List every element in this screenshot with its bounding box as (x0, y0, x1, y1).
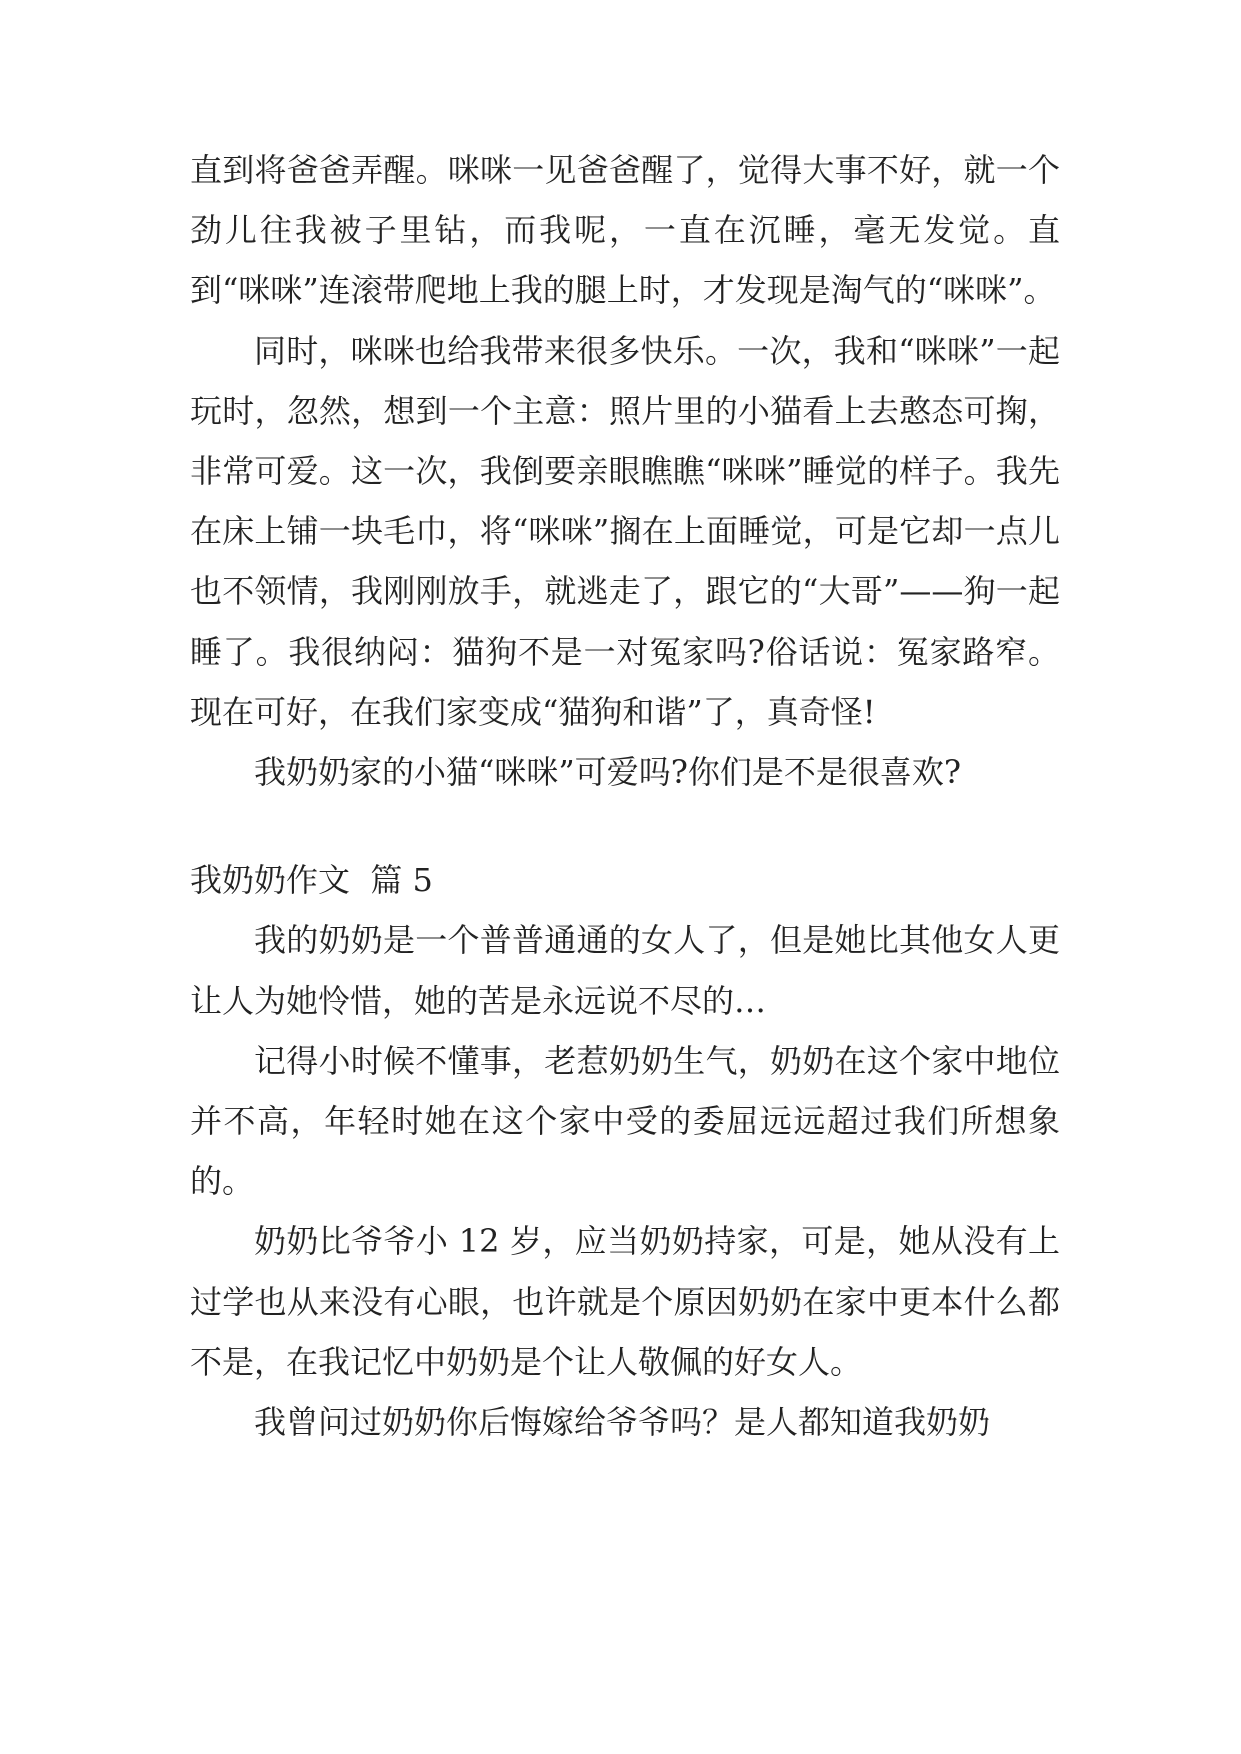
paragraph-grandma-age: 奶奶比爷爷小 12 岁，应当奶奶持家，可是，她从没有上过学也从来没有心眼，也许就是个原因奶奶在家中更本什么都不是，在我记忆中奶奶是个让人敬佩的好女人。 (190, 1222, 1060, 1381)
section-spacer (190, 802, 1060, 850)
document-body (190, 140, 1060, 1452)
paragraph-grandma-intro: 我的奶奶是一个普普通通的女人了，但是她比其他女人更让人为她怜惜，她的苦是永远说不尽的… (190, 921, 1060, 1020)
section-heading: 我奶奶作文 篇 5 (190, 861, 433, 900)
paragraph-grandma-question: 我曾问过奶奶你后悔嫁给爷爷吗？是人都知道我奶奶 (254, 1403, 991, 1442)
paragraph-cat-fun: 同时，咪咪也给我带来很多快乐。一次，我和“咪咪”一起玩时，忽然，想到一个主意：照片里的小猫看上去憨态可掬，非常可爱。这一次，我倒要亲眼瞧瞧“咪咪”睡觉的样子。我先在床上铺一块毛巾，将“咪咪”搁在上面睡觉，可是它却一点儿也不领情，我刚刚放手，就逃走了，跟它的“大哥”——狗一起睡了。我很纳闷：猫狗不是一对冤家吗?俗话说：冤家路窄。现在可好，在我们家变成“猫狗和谐”了，真奇怪! (190, 331, 1060, 731)
paragraph-continuation: 直到将爸爸弄醒。咪咪一见爸爸醒了，觉得大事不好，就一个劲儿往我被子里钻，而我呢，一直在沉睡，毫无发觉。直到“咪咪”连滚带爬地上我的腿上时，才发现是淘气的“咪咪”。 (190, 151, 1060, 310)
paragraph-cat-question: 我奶奶家的小猫“咪咪”可爱吗?你们是不是很喜欢? (254, 753, 962, 792)
paragraph-grandma-memory: 记得小时候不懂事，老惹奶奶生气，奶奶在这个家中地位并不高，年轻时她在这个家中受的委屈远远超过我们所想象的。 (190, 1041, 1060, 1201)
